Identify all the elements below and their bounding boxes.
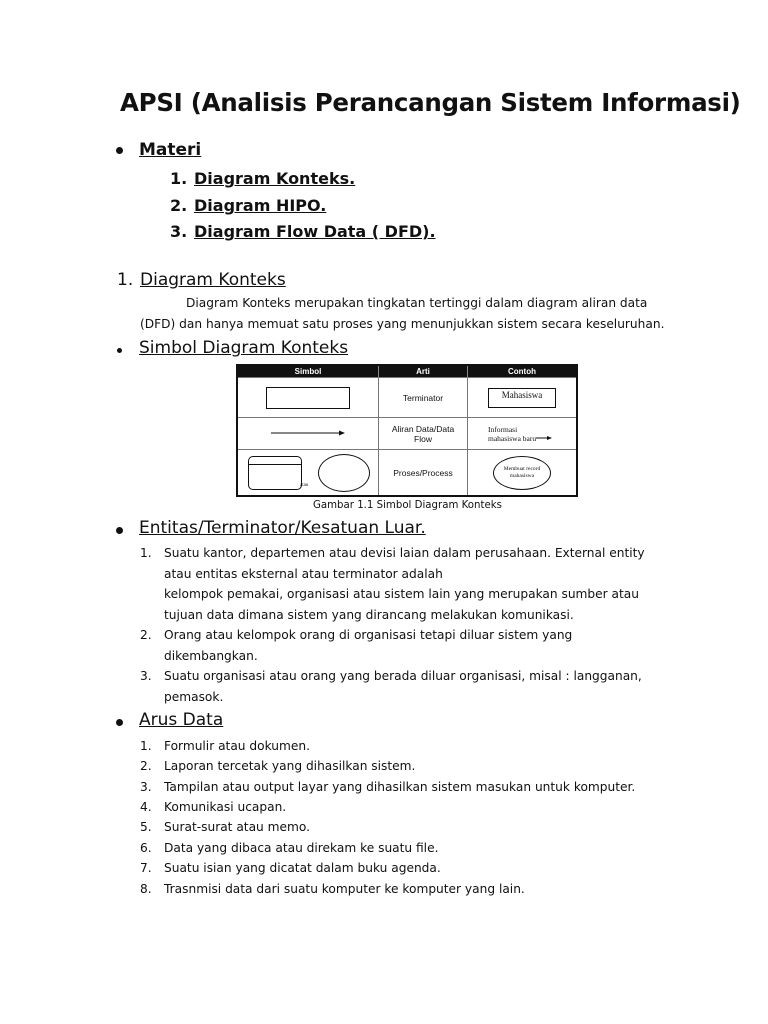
paragraph-line: (DFD) dan hanya memuat satu proses yang menunjukkan sistem secara keseluruhan. bbox=[140, 317, 665, 331]
materi-item-num: 3. bbox=[170, 222, 188, 241]
list-text: Data yang dibaca atau direkam ke suatu file. bbox=[164, 841, 439, 855]
terminator-symbol bbox=[266, 387, 350, 409]
materi-item-label: Diagram Flow Data ( DFD). bbox=[194, 222, 436, 241]
materi-heading: Materi bbox=[139, 140, 202, 160]
simbol-heading: Simbol Diagram Konteks bbox=[139, 338, 349, 358]
list-text: Tampilan atau output layar yang dihasilkan sistem masukan untuk komputer. bbox=[164, 780, 636, 794]
list-line: Suatu organisasi atau orang yang berada diluar organisasi, misal : langganan, bbox=[164, 669, 642, 683]
list-text: Formulir atau dokumen. bbox=[164, 739, 310, 753]
list-num: 1. bbox=[140, 546, 152, 560]
list-line: Orang atau kelompok orang di organisasi tetapi diluar sistem yang bbox=[164, 628, 573, 642]
paragraph-line: Diagram Konteks merupakan tingkatan tertinggi dalam diagram aliran data bbox=[186, 296, 648, 310]
atau-label: atau bbox=[300, 482, 309, 488]
arrow-icon bbox=[536, 435, 552, 441]
table-cell bbox=[468, 418, 578, 450]
process-circle-symbol bbox=[318, 454, 370, 492]
bullet-icon bbox=[116, 527, 123, 534]
table-cell bbox=[237, 450, 379, 497]
list-line: kelompok pemakai, organisasi atau sistem lain yang merupakan sumber atau bbox=[164, 587, 639, 601]
cell-line: Flow bbox=[414, 433, 432, 444]
list-text: Laporan tercetak yang dihasilkan sistem. bbox=[164, 759, 416, 773]
list-text: Komunikasi ucapan. bbox=[164, 800, 287, 814]
list-line: dikembangkan. bbox=[164, 649, 258, 663]
materi-item-num: 2. bbox=[170, 196, 188, 215]
table-header: Contoh bbox=[468, 365, 578, 378]
list-line: pemasok. bbox=[164, 690, 224, 704]
table-cell: Terminator bbox=[379, 378, 468, 418]
list-line: Suatu kantor, departemen atau devisi laian dalam perusahaan. External entity bbox=[164, 546, 645, 560]
entitas-heading: Entitas/Terminator/Kesatuan Luar. bbox=[139, 518, 426, 538]
list-num: 4. bbox=[140, 800, 152, 814]
cell-line: Informasi bbox=[488, 424, 518, 434]
process-rect-symbol bbox=[248, 456, 302, 490]
bullet-icon bbox=[116, 719, 123, 726]
table-header: Arti bbox=[379, 365, 468, 378]
list-num: 5. bbox=[140, 820, 152, 834]
section-heading: Diagram Konteks bbox=[140, 270, 286, 290]
table-cell bbox=[237, 378, 379, 418]
list-num: 2. bbox=[140, 628, 152, 642]
cell-line: mahasiswa bbox=[509, 472, 535, 479]
list-num: 7. bbox=[140, 861, 152, 875]
figure-caption: Gambar 1.1 Simbol Diagram Konteks bbox=[313, 500, 502, 511]
list-num: 3. bbox=[140, 669, 152, 683]
materi-item-label: Diagram HIPO. bbox=[194, 196, 327, 215]
cell-line: Membuat record bbox=[503, 465, 541, 472]
symbol-table bbox=[236, 364, 578, 497]
page-title: APSI (Analisis Perancangan Sistem Informasi) bbox=[120, 88, 741, 117]
cell-line: Aliran Data/Data bbox=[391, 423, 455, 434]
arus-heading: Arus Data bbox=[139, 710, 224, 730]
section-number: 1. bbox=[117, 270, 134, 290]
list-line: tujuan data dimana sistem yang dirancang melakukan komunikasi. bbox=[164, 608, 574, 622]
table-cell bbox=[468, 378, 578, 418]
materi-item-num: 1. bbox=[170, 169, 188, 188]
list-num: 1. bbox=[140, 739, 152, 753]
cell-line: mahasiswa baru bbox=[488, 433, 537, 443]
list-line: atau entitas eksternal atau terminator adalah bbox=[164, 567, 443, 581]
materi-item-label: Diagram Konteks. bbox=[194, 169, 356, 188]
bullet-icon bbox=[116, 147, 123, 154]
table-cell bbox=[237, 418, 379, 450]
bullet-icon bbox=[117, 348, 122, 353]
table-cell bbox=[468, 450, 578, 497]
arrow-icon bbox=[271, 429, 345, 437]
list-text: Trasnmisi data dari suatu komputer ke komputer yang lain. bbox=[164, 882, 525, 896]
list-num: 8. bbox=[140, 882, 152, 896]
list-num: 2. bbox=[140, 759, 152, 773]
list-num: 6. bbox=[140, 841, 152, 855]
list-text: Suatu isian yang dicatat dalam buku agenda. bbox=[164, 861, 441, 875]
list-text: Surat-surat atau memo. bbox=[164, 820, 310, 834]
example-process bbox=[493, 456, 551, 490]
example-terminator: Mahasiswa bbox=[488, 388, 556, 408]
list-num: 3. bbox=[140, 780, 152, 794]
table-header: Simbol bbox=[237, 365, 379, 378]
table-cell: Proses/Process bbox=[379, 450, 468, 497]
table-cell bbox=[379, 418, 468, 450]
